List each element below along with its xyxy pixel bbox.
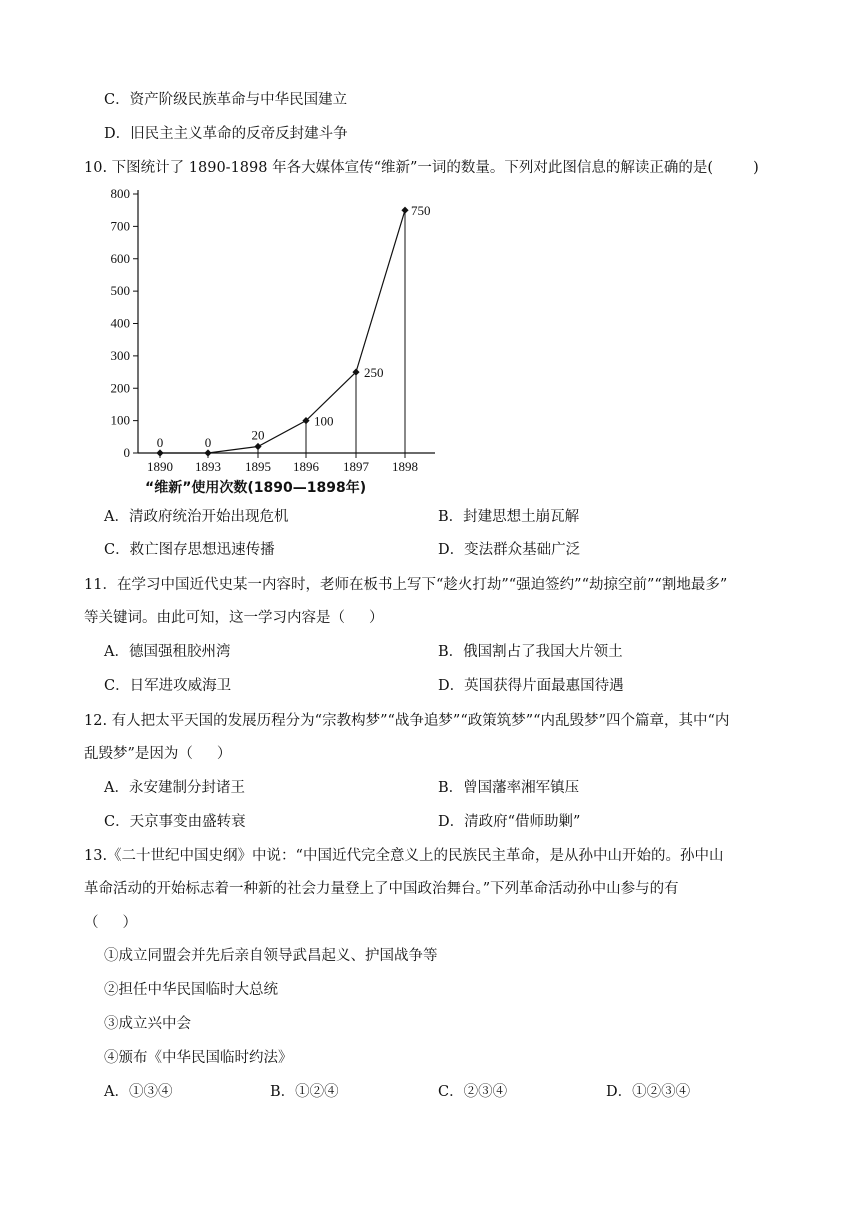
q13-item-3: ③成立兴中会: [104, 1016, 191, 1032]
chart-x-axis-caption: “维新”使用次数(1890—1898年): [145, 480, 367, 496]
q13-paren-open: （: [84, 915, 99, 931]
x-tick-label: 1896: [293, 459, 319, 474]
q13-option-b: B．①②④: [270, 1084, 339, 1100]
q13-item-4: ④颁布《中华民国临时约法》: [104, 1050, 293, 1066]
data-point-marker: [254, 443, 261, 450]
q11-stem-line1: 11．在学习中国近代史某一内容时，老师在板书上写下“趁火打劫”“强迫签约”“劫掠空前”“割地最多”: [84, 577, 728, 593]
q10-line-chart: [100, 182, 460, 502]
data-point-marker: [156, 449, 163, 456]
q11-stem-close: ）: [369, 610, 384, 626]
series-line: [160, 210, 405, 453]
q10-stem-close: ): [753, 160, 759, 176]
q12-option-b: B．曾国藩率湘军镇压: [438, 780, 580, 796]
q10-option-c: C．救亡图存思想迅速传播: [104, 542, 275, 558]
q12-stem-close: ）: [216, 746, 232, 762]
q12-stem-line2: [84, 744, 231, 764]
x-tick-label: 1897: [343, 459, 369, 474]
y-tick-label: 100: [110, 412, 130, 428]
q11-option-b: B．俄国割占了我国大片领土: [438, 644, 623, 660]
q13-stem-line1: 13.《二十世纪中国史纲》中说：“中国近代完全意义上的民族民主革命，是从孙中山开始的。孙中山: [84, 848, 724, 864]
chart-axes: [138, 190, 435, 453]
q13-option-c: C．②③④: [438, 1084, 508, 1100]
chart-series: [156, 207, 408, 457]
q10-stem: [84, 158, 759, 178]
chart-y-ticks: [111, 186, 139, 460]
y-tick-label: 200: [110, 380, 130, 396]
q13-paren-close: ）: [122, 915, 137, 931]
q10-stem-text: 10. 下图统计了 1890-1898 年各大媒体宣传“维新”一词的数量。下列对此图信息的解读正确的是(: [84, 160, 714, 176]
x-tick-label: 1893: [195, 459, 221, 474]
q11-stem-text: 等关键词。由此可知，这一学习内容是（: [84, 610, 345, 626]
y-tick-label: 700: [110, 218, 130, 234]
y-tick-label: 0: [123, 445, 130, 460]
q13-stem-line2: 革命活动的开始标志着一种新的社会力量登上了中国政治舞台。”下列革命活动孙中山参与的有: [84, 881, 679, 897]
y-tick-label: 600: [110, 250, 130, 266]
q13-item-1: ①成立同盟会并先后亲自领导武昌起义、护国战争等: [104, 948, 438, 964]
q13-item-2: ②担任中华民国临时大总统: [104, 982, 278, 998]
data-label: 100: [314, 413, 334, 429]
q12-option-c: C．天京事变由盛转衰: [104, 814, 246, 830]
q13-stem-line3: [84, 913, 137, 933]
q9-option-d: D．旧民主主义革命的反帝反封建斗争: [104, 126, 348, 142]
data-label: 20: [251, 427, 265, 443]
x-tick-label: 1895: [245, 459, 271, 474]
y-tick-label: 400: [110, 315, 130, 331]
q13-option-a: A．①③④: [104, 1084, 173, 1100]
q12-stem-line1: 12. 有人把太平天国的发展历程分为“宗教构梦”“战争追梦”“政策筑梦”“内乱毁梦”四个篇章，其中“内: [84, 713, 730, 729]
q12-option-a: A．永安建制分封诸王: [104, 780, 245, 796]
data-label: 0: [156, 435, 164, 450]
q11-option-a: A．德国强租胶州湾: [104, 644, 231, 660]
data-point-marker: [204, 449, 211, 456]
q10-option-a: A．清政府统治开始出现危机: [104, 509, 289, 525]
y-tick-label: 800: [110, 186, 130, 201]
data-point-marker: [401, 207, 408, 214]
q12-stem-text: 乱毁梦”是因为（: [84, 746, 193, 762]
chart-x-ticks: [147, 453, 418, 474]
data-label: 0: [204, 435, 212, 450]
y-tick-label: 500: [110, 283, 130, 299]
q11-option-d: D．英国获得片面最惠国待遇: [438, 678, 624, 694]
x-tick-label: 1898: [392, 459, 418, 474]
chart-data-labels: [157, 203, 431, 450]
q10-option-d: D．变法群众基础广泛: [438, 542, 581, 558]
q9-option-c: C．资产阶级民族革命与中华民国建立: [104, 92, 348, 108]
q11-option-c: C．日军进攻威海卫: [104, 678, 232, 694]
data-label: 750: [411, 203, 431, 219]
x-tick-label: 1890: [147, 459, 173, 474]
data-label: 250: [364, 365, 384, 381]
q10-option-b: B．封建思想土崩瓦解: [438, 509, 580, 525]
q11-stem-line2: [84, 608, 384, 628]
q12-option-d: D．清政府“借师助剿”: [438, 814, 581, 830]
y-tick-label: 300: [110, 347, 130, 363]
q13-option-d: D．①②③④: [606, 1084, 691, 1100]
